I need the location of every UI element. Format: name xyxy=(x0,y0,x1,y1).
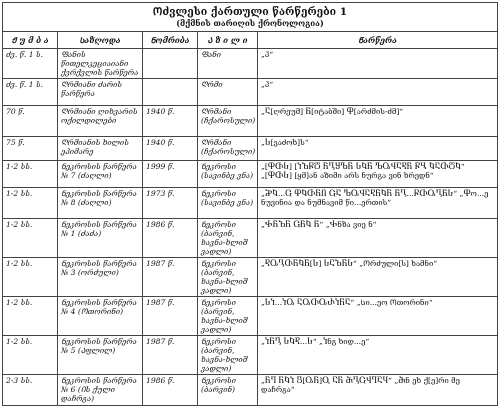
header-object: Საზღოდა xyxy=(58,32,143,49)
found-cell: 1986 წ. xyxy=(143,219,198,258)
table-row xyxy=(3,258,498,297)
found-cell: 1987 წ. xyxy=(143,297,198,336)
header-date: Ჟ უ მ ბ ა xyxy=(3,32,58,49)
found-cell xyxy=(143,79,198,106)
inscription-cell: „ႵႬႦႬ ႺႬႩ Ⴌ“ „Ⴕნზა ვიე ნ“ xyxy=(258,219,498,258)
date-cell: 1-2 სს. xyxy=(3,258,58,297)
date-cell: 1-2 სს. xyxy=(3,219,58,258)
inscription-cell: „ჰ“ xyxy=(258,49,498,79)
script-location: (ბარვინ, ხავნა-ხლიშ ვადლი) xyxy=(201,307,248,334)
script-cell xyxy=(198,375,258,406)
title-row xyxy=(3,3,498,32)
header-row xyxy=(3,32,498,49)
found-cell xyxy=(143,49,198,79)
script-name: Ნეკროსი xyxy=(201,337,236,346)
script-location: (ბარვინ, ხავნა-ხლიშ ვადლი) xyxy=(201,268,248,295)
script-name: Ნეკროსი xyxy=(201,189,236,198)
date-cell: ძვ. წ. 1 ს. xyxy=(3,49,58,79)
date-cell: 70 წ. xyxy=(3,106,58,137)
script-cell xyxy=(198,336,258,375)
header-script: Ა ზ ი ლ ი xyxy=(198,32,258,49)
object-cell: Ნეკროსის წარწერა № 7 (ძაღლი) xyxy=(58,161,143,188)
object-cell: Ნეკროსის წარწერა № 4 (Ოთორინი) xyxy=(58,297,143,336)
inscription-cell: „ႬႤ ႬႩႨ Ⴝ[ႭႬ]Ⴓ ႠႬ ႫႢႺჃႤႠႷ“ „Ⴋნ ეხ ქ[ე]რი მე დაჩრგა“ xyxy=(258,375,498,406)
table-row xyxy=(3,297,498,336)
script-cell xyxy=(198,106,258,137)
script-name: Ნეკროსი xyxy=(201,162,236,171)
inscription-cell: „ჰ“ xyxy=(258,79,498,106)
object-cell: Ნეკროსის წარწერა № 5 (Აფლილ) xyxy=(58,336,143,375)
script-name: Ღრმანი xyxy=(201,107,232,116)
script-location: (ბარვინ) xyxy=(201,385,235,394)
found-cell: 1940 წ. xyxy=(143,137,198,161)
date-cell: 1-2 სს. xyxy=(3,188,58,219)
script-location: (ჩქაროსული) xyxy=(201,116,256,125)
table-row xyxy=(3,106,498,137)
inscription-cell: „ႨႬႢ ႱႩႲ...Ⴑ“ „Ⴈნგ ხიდ...ე“ xyxy=(258,336,498,375)
table-row xyxy=(3,79,498,106)
script-location: (ჩქაროსული) xyxy=(201,147,256,156)
script-location: (სავინბე ვნა) xyxy=(201,171,254,180)
inscription-cell: „ႲႭႢႧႬႩႬ[Ⴑ] ႱႠႦႬႱ“ „Ორძული[ს] ხამნი“ xyxy=(258,258,498,297)
object-cell: Ფანის წითელკეციაიანი ქვრქვლის წარწერა xyxy=(58,49,143,79)
header-found: Ნომრიბა xyxy=(143,32,198,49)
inscription-cell: „[ႴႧႱ] [ႨႦႼႣ ႬႢႸႪႬ ႱႩႬ ႪႭჃႠႲႬ ႼႡ ႩႠႧႣႩ“ „[ႴႧႱ] [ყმ]ან აზიმი არს ნურგა ვინ ხრედნ“ xyxy=(258,161,498,188)
found-cell: 1986 წ. xyxy=(143,375,198,406)
table-title-cell xyxy=(3,3,498,32)
object-cell: Ღრმიანი ძარის წარწერა xyxy=(58,79,143,106)
script-name: Ნეკროსი xyxy=(201,298,236,307)
inscriptions-table xyxy=(2,2,498,406)
inscription-cell: „ႿႩ...Ⴚ ႴႩႧႬႶ ႺႠ ႪႭჃႠႲႬႩႬ ႬႢ...ႼႧႭႢႬႱ“ „Ⴔო...ე ნუვინია და ნუმნავიმ წი...ერთის“ xyxy=(258,188,498,219)
inscription-cell: „ႱႨ...ႨႭ ႠႭႧႭႰႨႬႠ“ „Სი...ეო Ოთორინი“ xyxy=(258,297,498,336)
script-cell xyxy=(198,79,258,106)
object-cell: Ნეკროსის წარწერა № 1 (ძაძა) xyxy=(58,219,143,258)
found-cell: 1940 წ. xyxy=(143,106,198,137)
script-cell xyxy=(198,188,258,219)
table-title: Ოძვლესი ქართული წარწერები 1 xyxy=(152,6,348,18)
script-name: Ღრმი xyxy=(201,80,223,89)
table-row xyxy=(3,137,498,161)
script-cell xyxy=(198,297,258,336)
found-cell: 1999 წ. xyxy=(143,161,198,188)
table-row xyxy=(3,219,498,258)
script-name: Ფანი xyxy=(201,50,221,59)
script-cell xyxy=(198,161,258,188)
table-row xyxy=(3,375,498,406)
date-cell: 1-2 სს. xyxy=(3,161,58,188)
found-cell: 1987 წ. xyxy=(143,336,198,375)
table-row xyxy=(3,188,498,219)
found-cell: 1973 წ. xyxy=(143,188,198,219)
script-cell xyxy=(198,49,258,79)
object-cell: Ნეკროსის წარწერა № 8 (ძაღლი) xyxy=(58,188,143,219)
date-cell: 2-3 სს. xyxy=(3,375,58,406)
inscription-cell: „Ⴀ[ღრეუმ] Ⴌ[იტაბში] Ⴔ[არძმის-ძმ]“ xyxy=(258,106,498,137)
table-body xyxy=(3,49,498,406)
table-row xyxy=(3,161,498,188)
table-row xyxy=(3,49,498,79)
header-inscription: Წარწერა xyxy=(258,32,498,49)
script-name: Ნეკროსი xyxy=(201,376,236,385)
script-name: Ღრმანი xyxy=(201,138,232,147)
script-cell xyxy=(198,137,258,161)
object-cell: Ნეკროსის წარწერა № 6 (Ის ქული დაჩრგა) xyxy=(58,375,143,406)
object-cell: Ნეკროსის წარწერა № 3 (ორძული) xyxy=(58,258,143,297)
table-row xyxy=(3,336,498,375)
object-cell: Ღრმიანის ხილის ეპიმარე xyxy=(58,137,143,161)
script-name: Ნეკროსი xyxy=(201,220,236,229)
table-subtitle: (მქმნის თარიღის ქრონოლოგია) xyxy=(176,18,324,28)
inscription-cell: „Ⴑ[ვაძოხ]ს“ xyxy=(258,137,498,161)
object-cell: Ღრმიანი ღიხვარის ოქილდილები xyxy=(58,106,143,137)
date-cell: 1-2 სს. xyxy=(3,336,58,375)
date-cell: 1-2 სს. xyxy=(3,297,58,336)
script-location: (ბარვინ, ხავნა-ხლიშ ვადლი) xyxy=(201,229,248,256)
script-cell xyxy=(198,219,258,258)
script-name: Ნეკროსი xyxy=(201,259,236,268)
date-cell: ძვ. წ. 1 ს. xyxy=(3,79,58,106)
found-cell: 1987 წ. xyxy=(143,258,198,297)
script-location: (სავინბე ვნა) xyxy=(201,198,254,207)
script-cell xyxy=(198,258,258,297)
script-location: (ბარვინ, ხავნა-ხლიშ ვადლი) xyxy=(201,346,248,373)
date-cell: 75 წ. xyxy=(3,137,58,161)
